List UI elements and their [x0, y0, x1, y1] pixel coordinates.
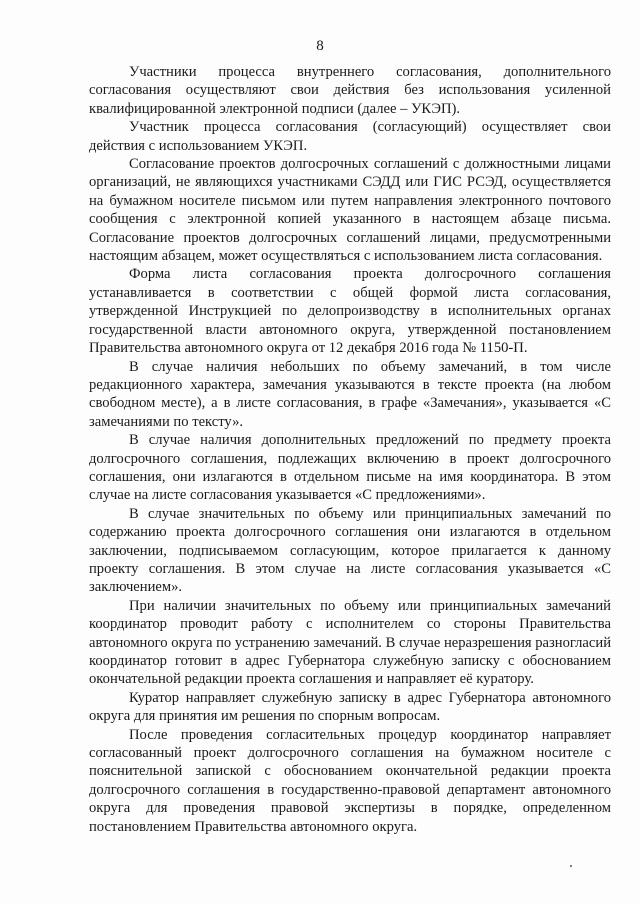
paragraph-curator-memo: Куратор направляет служебную записку в адрес Губернатора автономного округа для принятия им решения по спорным вопросам. — [89, 689, 611, 725]
page-number: 8 — [316, 38, 324, 54]
paragraph-participants-internal: Участники процесса внутреннего согласования, дополнительного согласования осуществляют свои действия без использования усиленной квалифицированной электронной подписи (далее – УКЭП). — [89, 64, 611, 117]
paragraph-external-approval: Согласование проектов долгосрочных соглашений с должностными лицами организаций, не являющихся участниками СЭДД или ГИС РСЭД, осуществляется на бумажном носителе письмом или путем направления электронного почтового сообщения с электронной копией указанного в настоящем абзаце письма. Согласование проектов долгосрочных соглашений лицами, предусмотренными настоящим абзацем, может осуществляться с использованием листа согласования. — [89, 156, 611, 265]
paragraph-approver-ukep: Участник процесса согласования (согласующий) осуществляет свои действия с использованием УКЭП. — [89, 119, 611, 154]
paragraph-additional-proposals: В случае наличия дополнительных предложений по предмету проекта долгосрочного соглашения, подлежащих включению в проект долгосрочного соглашения, они излагаются в отдельном письме на имя координатора. В этом случае на листе согласования указывается «С предложениями». — [89, 432, 611, 504]
paragraph-minor-remarks: В случае наличия небольших по объему замечаний, в том числе редакционного характера, замечания указываются в тексте проекта (на любом свободном месте), а в листе согласования, в графе «Замечания», указывается «С замечаниями по тексту». — [89, 358, 611, 430]
document-body — [89, 63, 611, 836]
paragraph-significant-remarks: В случае значительных по объему или принципиальных замечаний по содержанию проекта долгосрочного соглашения они излагаются в отдельном заключении, подписываемом согласующим, которое прилагается к данному проекту соглашения. В этом случае на листе согласования указывается «С заключением». — [89, 505, 611, 596]
paragraph-disagreement-resolution: При наличии значительных по объему или принципиальных замечаний координатор проводит работу с исполнителем со стороны Правительства автономного округа по устранению замечаний. В случае неразрешения разногласий координатор готовит в адрес Губернатора служебную записку с обоснованием окончательной редакции проекта соглашения и направляет её куратору. — [89, 597, 612, 688]
paragraph-legal-review: После проведения согласительных процедур координатор направляет согласованный проект долгосрочного соглашения на бумажном носителе с пояснительной запиской с обоснованием окончательной редакции проекта долгосрочного соглашения в государственно-правовой департамент автономного округа для проведения правовой экспертизы в порядке, определенном постановлением Правительства автономного округа. — [89, 726, 611, 835]
paragraph-approval-sheet-form: Форма листа согласования проекта долгосрочного соглашения устанавливается в соответствии с общей формой листа согласования, утвержденной Инструкцией по делопроизводству в исполнительных органах государственной власти автономного округа, утвержденной постановлением Правительства автономного округа от 12 декабря 2016 года № 1150-П. — [89, 266, 611, 357]
scan-speck — [570, 865, 572, 867]
